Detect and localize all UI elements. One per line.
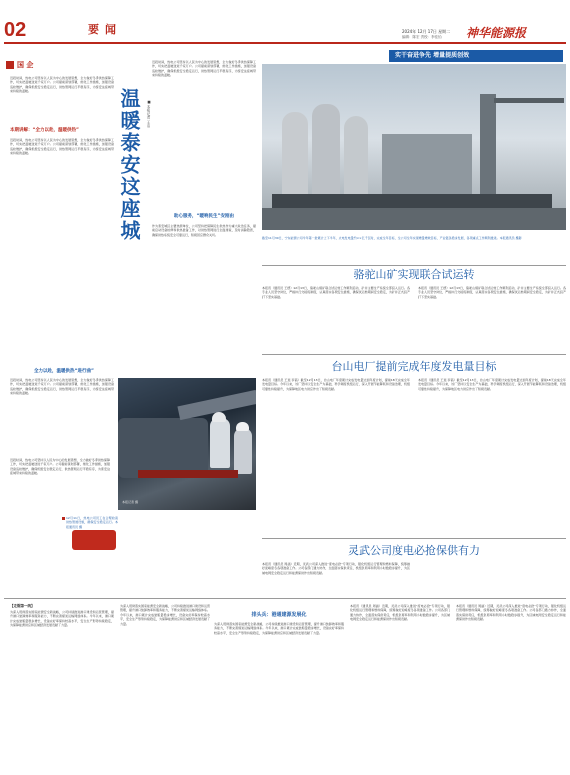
photo-worker-2 bbox=[234, 428, 252, 474]
divider-1 bbox=[262, 265, 566, 266]
editor-line: 编辑：陈宏 责校：李佳怡 bbox=[402, 35, 442, 39]
page-number: 02 bbox=[4, 19, 27, 41]
feature-body-col2: 近段时间，热电公司坚持以人民为中心的发展思想，全力做好冬季供热保障工作，切实把温暖送进千家万户。公司提前谋划部署，细化工作措施，加强设备巡检维护，确保机组安全稳定运行，供热管网运行平稳有序，为泰安这座城带来持续的温暖。 bbox=[152, 60, 256, 78]
divider-2 bbox=[262, 354, 566, 355]
bottom-body-col2: 为深入贯彻落实国家能源安全新战略，公司持续推进港口建设和运营管理，提升港口装卸效率和服务能力，不断完善煤炭运输网络体系。今年以来，港口累计完成装船量稳步增长，设备完好率保持较高水平，安全生产形势持续稳定，为保障能源供应和区域经济发展贡献了力量。 bbox=[120, 604, 210, 626]
bottom-lead-label: 【走钢第一线】 bbox=[10, 604, 35, 608]
photo-tower bbox=[480, 94, 496, 208]
article-1-body-left: 本报讯（通讯员 王德）12月13日，骆驼山煤矿联合试运转工作顺利启动，矿井主要生产系统全部投入运行。各专业人员坚守岗位，严格执行交接班制度，认真落实各项安全措施，确保试运转期间安全稳定，为矿井正式投产打下坚实基础。 bbox=[262, 286, 410, 299]
divider-4 bbox=[4, 598, 566, 599]
article-3-body: 本报讯（通讯员 周涵）近期，灵武公司深入推进“度电必抢”专项行动，强化机组运行管理和燃料保障，统筹做好迎峰度冬各项准备工作。公司各部门通力协作，全面落实保供责任，机组负荷率和利用小时数稳步提升，为区域电网安全稳定运行和能源保供作出积极贡献。 bbox=[262, 562, 410, 575]
article-2-body-left: 本报讯（通讯员 王瑶 李茜）截至12月13日，台山电厂年度累计完成发电量达到年度计划，提前18天完成全年发电量目标。今年以来，该厂坚持以安全生产为基础，科学调度机组运行，深入开展节能降耗和设备治理，机组可靠性持续提升，为保障地区电力供应作出了积极贡献。 bbox=[262, 378, 410, 391]
header-rule bbox=[4, 42, 566, 44]
center-heading: 助心服务，“暖响民生”安刚由 bbox=[174, 214, 234, 219]
feature-subheading-1 bbox=[10, 128, 114, 134]
article-3-title: 灵武公司度电必抢保供有力 bbox=[348, 544, 480, 557]
article-2-title: 台山电厂提前完成年度发电量目标 bbox=[331, 360, 497, 373]
bottom-body-col4: 本报讯（通讯员 周涵）近期，灵武公司深入推进“度电必抢”专项行动，强化机组运行管理和燃料保障，统筹做好迎峰度冬各项准备工作。公司各部门通力协作，全面落实保供责任，机组负荷率和利用小时数稳步提升，为区域电网安全稳定运行和能源保供作出积极贡献。 bbox=[350, 604, 450, 622]
feature-body-col1-bottom: 近段时间，热电公司坚持以人民为中心的发展思想，全力做好冬季供热保障工作，切实把温暖送进千家万户。公司提前谋划部署，细化工作措施，加强设备巡检维护，确保机组安全稳定运行，供热管网运行平稳有序，为泰安这座城带来持续的温暖。 bbox=[10, 378, 114, 396]
brand-logo: 神华能源报 bbox=[466, 26, 527, 40]
photo-silo-2 bbox=[312, 104, 340, 208]
feature-vertical-title: 温暖泰安这座城 bbox=[117, 88, 141, 242]
feature-body-col1-mid: 近段时间，热电公司坚持以人民为中心的发展思想，全力做好冬季供热保障工作，切实把温暖送进千家万户。公司提前谋划部署，细化工作措施，加强设备巡检维护，确保机组安全稳定运行，供热管网运行平稳有序，为泰安这座城带来持续的温暖。 bbox=[10, 138, 114, 156]
feature-byline: ■ 本报记者 王洁 bbox=[147, 100, 151, 128]
subheading-1-text: “全力以赴，温暖供热” bbox=[32, 128, 79, 133]
right-banner bbox=[389, 50, 563, 62]
article-1-body-right: 本报讯（通讯员 王德）12月13日，骆驼山煤矿联合试运转工作顺利启动，矿井主要生产系统全部投入运行。各专业人员坚守岗位，严格执行交接班制度，认真落实各项安全措施，确保试运转期间安全稳定，为矿井正式投产打下坚实基础。 bbox=[418, 286, 566, 299]
article-2-body-right: 本报讯（通讯员 王瑶 李茜）截至12月13日，台山电厂年度累计完成发电量达到年度计划，提前18天完成全年发电量目标。今年以来，该厂坚持以安全生产为基础，科学调度机组运行，深入开展节能降耗和设备治理，机组可靠性持续提升，为保障地区电力供应作出了积极贡献。 bbox=[418, 378, 566, 391]
feature-subheading-2: 全力以赴，温暖供热“进行曲” bbox=[34, 369, 94, 374]
workers-photo bbox=[118, 378, 256, 510]
caption-bullet-icon bbox=[62, 517, 65, 520]
photo-machine-shape bbox=[118, 418, 208, 478]
page-header bbox=[0, 0, 570, 42]
feature-body-col1-end: 近段时间，热电公司坚持以人民为中心的发展思想，全力做好冬季供热保障工作，切实把温暖送进千家万户。公司提前谋划部署，细化工作措施，加强设备巡检维护，确保机组安全稳定运行，供热管网运行平稳有序，为泰安这座城带来持续的温暖。 bbox=[10, 458, 110, 476]
tag-badge bbox=[72, 530, 116, 550]
section-title: 要闻 bbox=[88, 23, 122, 36]
photo-helmet-1 bbox=[212, 412, 226, 422]
feature-tag-label: 国 企 bbox=[17, 61, 34, 69]
photo-credit: 本报记者 摄 bbox=[122, 500, 138, 504]
bottom-body-col5: 本报讯（通讯员 周涵）近期，灵武公司深入推进“度电必抢”专项行动，强化机组运行管理和燃料保障，统筹做好迎峰度冬各项准备工作。公司各部门通力协作，全面落实保供责任，机组负荷率和利用小时数稳步提升，为区域电网安全稳定运行和能源保供作出积极贡献。 bbox=[456, 604, 566, 622]
photo-train bbox=[272, 194, 552, 208]
plant-photo-caption: 截至11月30日，宁东能源公司今年第一批累计上下半年，火电发电量约××亿千瓦时，完成全年目标，全公司全年实现增量增效目标，产业链条稳步发展，各项重点工作顺利推进。本报通讯员 摄影 bbox=[262, 236, 522, 240]
photo-worker-1 bbox=[210, 418, 230, 468]
plant-photo bbox=[262, 64, 566, 230]
photo-crane-arm bbox=[494, 98, 564, 103]
divider-3 bbox=[262, 538, 566, 539]
feature-body-col1-top: 近段时间，热电公司坚持以人民为中心的发展思想，全力做好冬季供热保障工作，切实把温暖送进千家万户。公司提前谋划部署，细化工作措施，加强设备巡检维护，确保机组安全稳定运行，供热管网运行平稳有序，为泰安这座城带来持续的温暖。 bbox=[10, 76, 114, 94]
banner-text: 实干奋进争先 增量提质创效 bbox=[395, 52, 470, 59]
article-1-title: 骆驼山矿实现联合试运转 bbox=[353, 268, 475, 281]
subheading-1-prefix: 本期讲解： bbox=[10, 128, 33, 133]
tag-square-icon bbox=[6, 61, 14, 69]
photo-caption: 12月11日，热电公司员工在合理检查供热管道设施，确保安全稳定运行。本报通讯员 摄 bbox=[66, 516, 118, 529]
photo-red-stripe bbox=[138, 470, 238, 478]
bottom-subheading: 排头兵：港通建源发展化 bbox=[251, 612, 307, 618]
center-body: 作为泰安城区主要热源单位，公司坚持把保障民生供热作为重大政治任务，提前启动设备检修和供热准备工作，对供热管网进行全面排查，及时消除隐患，确保供热系统安全可靠运行，积极回应群众关切。 bbox=[152, 224, 256, 237]
bottom-body-col1: 为深入贯彻落实国家能源安全新战略，公司持续推进港口建设和运营管理，提升港口装卸效率和服务能力，不断完善煤炭运输网络体系。今年以来，港口累计完成装船量稳步增长，设备完好率保持较高水平，安全生产形势持续稳定，为保障能源供应和区域经济发展贡献了力量。 bbox=[10, 610, 114, 628]
bottom-body-col3: 为深入贯彻落实国家能源安全新战略，公司持续推进港口建设和运营管理，提升港口装卸效率和服务能力，不断完善煤炭运输网络体系。今年以来，港口累计完成装船量稳步增长，设备完好率保持较高水平，安全生产形势持续稳定，为保障能源供应和区域经济发展贡献了力量。 bbox=[214, 622, 344, 635]
photo-ground bbox=[262, 208, 566, 230]
feature-tag bbox=[6, 60, 58, 70]
date-line: 2024年 12月 17日 星期二 bbox=[402, 29, 451, 34]
photo-helmet-2 bbox=[236, 422, 249, 431]
